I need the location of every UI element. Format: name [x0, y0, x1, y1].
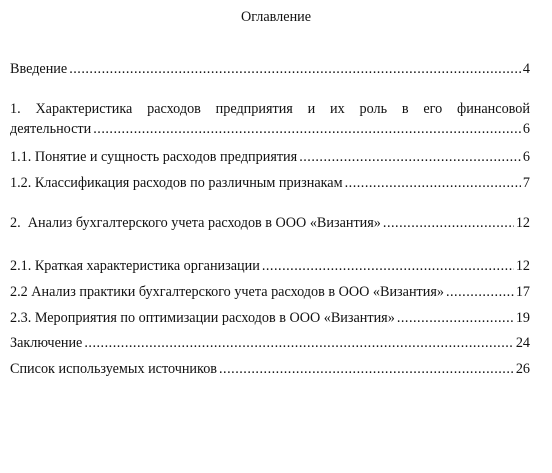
toc-entry-section-2-3[interactable] [10, 309, 530, 327]
toc-entry-section-2-1[interactable] [10, 257, 530, 275]
toc-entry-label: деятельности [10, 121, 92, 137]
toc-heading: Оглавление [240, 9, 312, 25]
dot-leader [345, 174, 521, 192]
dot-leader [84, 334, 513, 352]
toc-entry-chapter-2[interactable] [10, 214, 530, 232]
dot-leader [397, 309, 514, 327]
toc-entry-chapter-1[interactable] [10, 100, 530, 138]
dot-leader [69, 60, 521, 78]
toc-entry-section-1-2[interactable] [10, 174, 530, 192]
dot-leader [262, 257, 514, 275]
toc-entry-section-2-2[interactable] [10, 283, 530, 301]
toc-entry-conclusion[interactable] [10, 334, 530, 352]
toc-entry-section-1-1[interactable] [10, 148, 530, 166]
toc-entry-page: 26 [515, 361, 530, 377]
toc-entry-label: Введение [10, 61, 68, 77]
dot-leader [219, 360, 514, 378]
toc-entry-page: 6 [522, 149, 530, 165]
toc-entry-label: Заключение [10, 335, 83, 351]
toc-entry-page: 7 [522, 175, 530, 191]
dot-leader [446, 283, 514, 301]
dot-leader [383, 214, 514, 232]
toc-entry-page: 19 [515, 310, 530, 326]
toc-entry-label-line1: 1. Характеристика расходов предприятия и их роль в его финансовой [10, 101, 530, 117]
toc-entry-references[interactable] [10, 360, 530, 378]
toc-entry-label: 2.2 Анализ практики бухгалтерского учета расходов в ООО «Византия» [10, 284, 444, 300]
toc-entry-label: 1.1. Понятие и сущность расходов предприятия [10, 149, 298, 165]
toc-entry-page: 12 [515, 215, 530, 231]
toc-entry-label: 2.1. Краткая характеристика организации [10, 258, 260, 274]
toc-entry-page: 24 [515, 335, 530, 351]
toc-entry-label: Список используемых источников [10, 361, 217, 377]
dot-leader [299, 148, 521, 166]
toc-entry-page: 4 [522, 61, 530, 77]
toc-entry-page: 17 [515, 284, 530, 300]
toc-entry-label: 1.2. Классификация расходов по различным признакам [10, 175, 343, 191]
dot-leader [93, 120, 521, 138]
toc-entry-page: 6 [522, 121, 530, 137]
toc-entry-introduction[interactable] [10, 60, 530, 78]
toc-entry-label: 2.3. Мероприятия по оптимизации расходов в ООО «Византия» [10, 310, 395, 326]
toc-entry-page: 12 [515, 258, 530, 274]
toc-entry-label: 2. Анализ бухгалтерского учета расходов в ООО «Византия» [10, 215, 381, 231]
